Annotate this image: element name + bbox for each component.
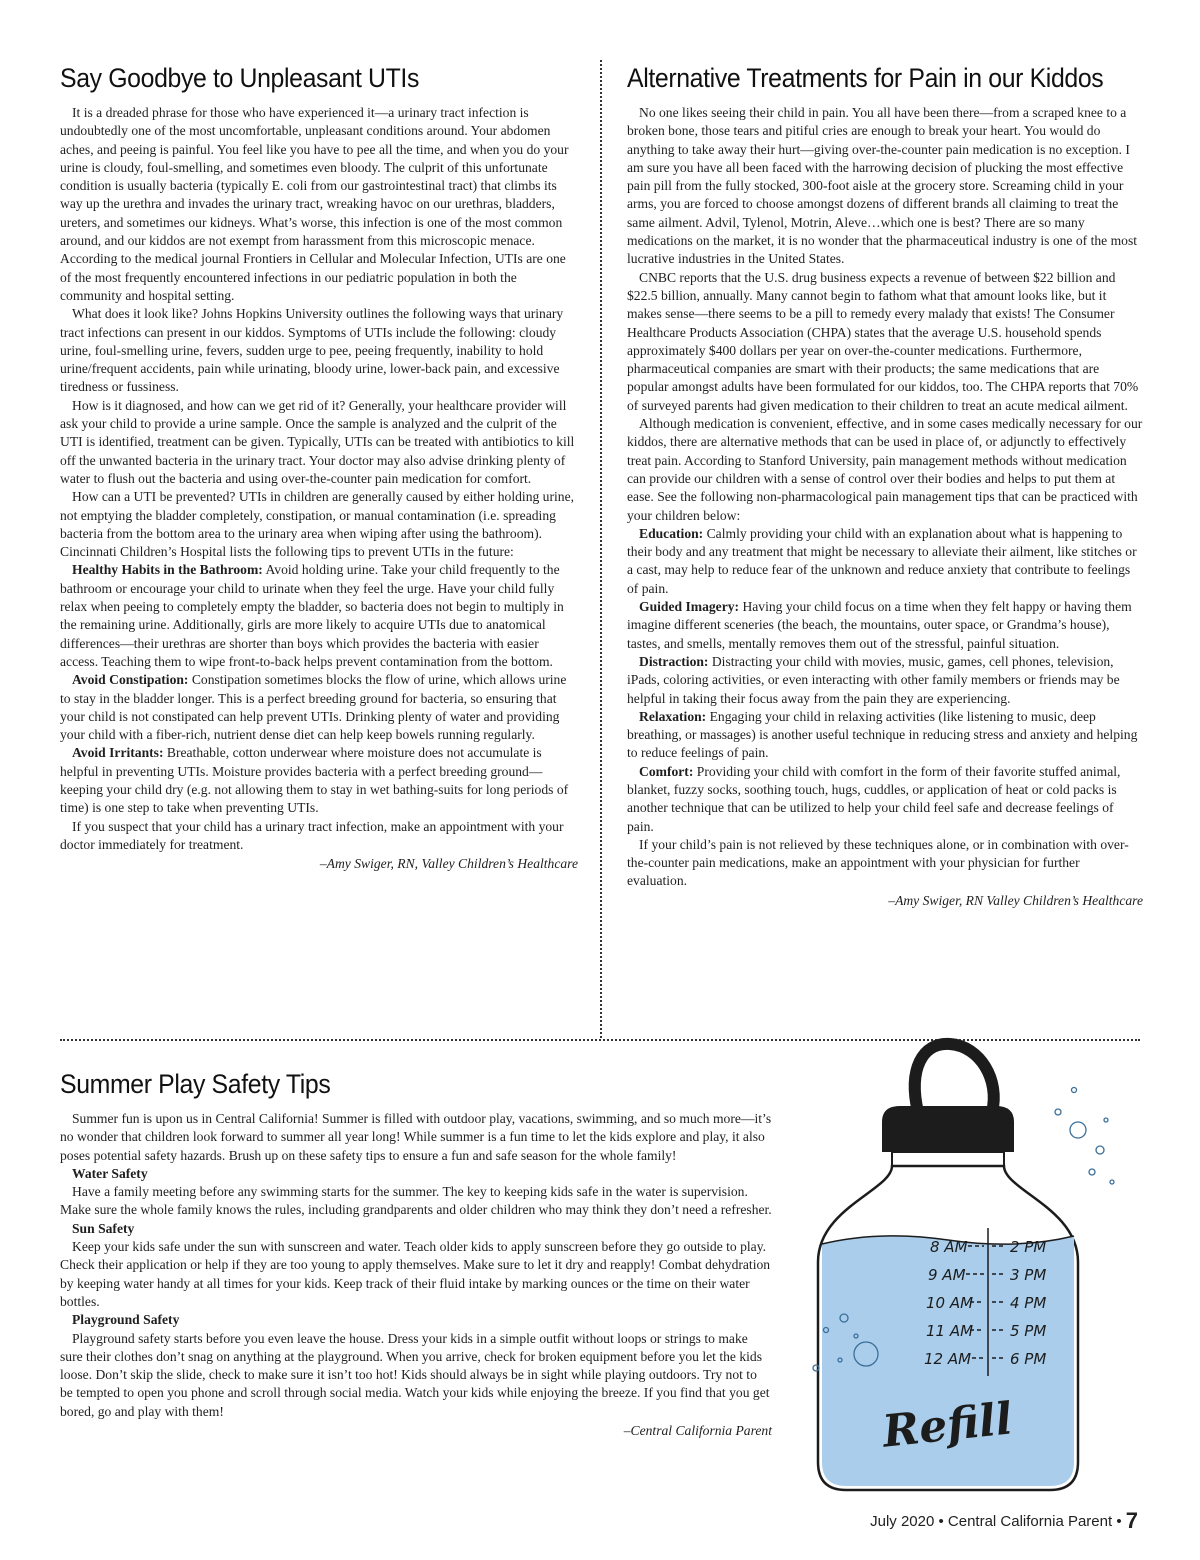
section-heading: Playground Safety <box>72 1312 180 1328</box>
article-title: Alternative Treatments for Pain in our Kiddos <box>627 63 1104 93</box>
tip-paragraph <box>60 744 578 817</box>
page-footer <box>870 1508 1138 1534</box>
bottle-cap <box>882 1106 1014 1152</box>
page-number: 7 <box>1125 1508 1138 1533</box>
time-mark-right: 2 PM <box>1010 1238 1047 1256</box>
tip-text: Breathable, cotton underwear where moisture does not accumulate is helpful in preventing UTIs. Moisture provides bacteria with a perfect breeding ground—keeping your child dry (e.g. not allowing them to stay in wet bathing-suits for long periods of time) is one step to take when preventing UTIs. <box>60 745 569 816</box>
time-mark-left: 11 AM <box>926 1322 974 1340</box>
section-heading: Sun Safety <box>72 1220 135 1236</box>
paragraph: How can a UTI be prevented? UTIs in children are generally caused by either holding urine, not emptying the bladder completely, constipation, or manual contamination (i.e. spreading bacteria from the bottom area to the urinary area when wiping after using the bathroom). Cincinnati Children’s Hospital lists the following tips to prevent UTIs in the future: <box>60 489 575 560</box>
author-credit: –Central California Parent <box>623 1423 772 1439</box>
tip-text: Providing your child with comfort in the form of their favorite stuffed animal, blanket, fuzzy socks, soothing touch, hugs, cuddles, or application of heat or cold packs is another technique that can be utilized to help your child feel safe and decrease feelings of pain. <box>627 763 1121 834</box>
paragraph: Have a family meeting before any swimming starts for the summer. The key to keeping kids safe in the water is supervision. Make sure the whole family knows the rules, including grandparents and older children who may think they don’t need a refresher. <box>60 1184 772 1218</box>
paragraph: Playground safety starts before you even leave the house. Dress your kids in a simple outfit without loops or strings to make sure their clothes don’t snag on anything at the playground. When you arrive, check for broken equipment before you let the kids loose. Don’t skip the slide, check to make sure it isn’t too hot! Kids should always be in sight while playing outdoors. Try not to be tempted to open you phone and scroll through social media. Watch your kids while enjoying the breeze. If you find that you get bored, go and play with them! <box>60 1330 770 1419</box>
tip-text: Engaging your child in relaxing activities (like listening to music, deep breathing, or massages) is another useful technique in reducing stress and anxiety and helping to reduce feelings of pain. <box>627 708 1138 761</box>
paragraph: Keep your kids safe under the sun with sunscreen and water. Teach older kids to apply sunscreen before they go outside to play. Check their application or help if they are too young to apply themselves. Make sure to let it dry and reapply! Combat dehydration by keeping water handy at all times for your kids. Keep track of their fluid intake by marking ounces or the time on their water bottles. <box>60 1239 771 1309</box>
author-credit: –Amy Swiger, RN Valley Children’s Healthcare <box>888 892 1143 908</box>
footer-text: July 2020 • Central California Parent • <box>870 1513 1122 1530</box>
time-mark-left: 9 AM <box>928 1266 966 1284</box>
paragraph: If you suspect that your child has a urinary tract infection, make an appointment with your doctor immediately for treatment. <box>60 818 564 852</box>
tip-paragraph <box>627 653 1143 708</box>
tip-label: Relaxation: <box>639 708 707 724</box>
article-summer <box>60 1068 772 1440</box>
time-mark-right: 5 PM <box>1010 1322 1047 1340</box>
paragraph: CNBC reports that the U.S. drug business expects a revenue of between $22 billion and $22.5 billion, annually. Many cannot begin to fathom what that amount looks like, but it makes sense—there seems to be a pill to remedy every malady that exists! The Consumer Healthcare Products Association (CHPA) states that the average U.S. household spends approximately $400 dollars per year on over-the-counter medications. Furthermore, pharmaceutical companies are smart with their products; the same medications that are popular amongst adults have been formulated for our kiddos, too. The CHPA reports that 70% of surveyed parents had given medication to their children to treat an acute medical ailment. <box>627 269 1139 413</box>
tip-label: Avoid Irritants: <box>72 745 164 761</box>
paragraph: No one likes seeing their child in pain. You all have been there—from a scraped knee to a broken bone, those tears and pitiful cries are enough to break your heart. You would do anything to take away their hurt—giving over-the-counter pain medication is no exception. I am sure you have all been faced with the harrowing decision of plucking the most effective pain pill from the fully stocked, 300-foot aisle at the grocery store. Screaming child in your arms, you are forced to choose amongst dozens of different brands all claiming to treat the same ailment. Advil, Tylenol, Motrin, Aleve…which one is best? There are so many medications on the market, it is no wonder that the pharmaceutical industry is one of the most lucrative industries in the United States. <box>627 105 1138 267</box>
bottle-neck <box>892 1152 1004 1166</box>
paragraph: How is it diagnosed, and how can we get rid of it? Generally, your healthcare provider will ask your child to provide a urine sample. Once the sample is analyzed and the culprit of the UTI is identified, treatment can be given. Typically, UTIs can be treated with antibiotics to kill off the unwanted bacteria in the urinary tract. Your doctor may also advise drinking plenty of water to flush out the bacteria and using over-the-counter pain medication for comfort. <box>60 397 575 486</box>
article-title: Say Goodbye to Unpleasant UTIs <box>60 63 420 93</box>
tip-label: Avoid Constipation: <box>72 672 189 688</box>
time-mark-left: 10 AM <box>926 1294 974 1312</box>
tip-paragraph <box>627 598 1143 653</box>
time-mark-left: 12 AM <box>924 1350 972 1368</box>
paragraph: It is a dreaded phrase for those who have experienced it—a urinary tract infection is undoubtedly one of the most uncomfortable, unpleasant conditions around. Your abdomen aches, and peeing is painful. You feel like you have to pee all the time, and when you do your urine is cloudy, foul-smelling, and sometimes even bloody. The culprit of this unfortunate condition is usually bacteria (typically E. coli from our gastrointestinal tract) that climbs its way up the urethra and invades the urinary tract, wreaking havoc on our urethras, bladders, ureters, and sometimes our kidneys. What’s worse, this infection is one of the most common around, and our kiddos are not exempt from harassment from this microscopic menace. According to the medical journal Frontiers in Cellular and Molecular Infection, UTIs are one of the most frequently encountered infections in our pediatric population in both the community and hospital setting. <box>60 105 569 303</box>
tip-label: Education: <box>639 525 704 541</box>
paragraph: What does it look like? Johns Hopkins University outlines the following ways that urinary tract infections can present in our kiddos. Symptoms of UTIs include the following: cloudy urine, foul-smelling urine, fevers, sudden urge to pee, peeing frequently, inability to hold urine/frequent accidents, pain while urinating, bloody urine, lower-back pain, and excessive tiredness or fussiness. <box>60 306 564 395</box>
tip-paragraph <box>60 671 578 744</box>
time-mark-right: 3 PM <box>1010 1266 1047 1284</box>
tip-label: Distraction: <box>639 653 709 669</box>
tip-label: Comfort: <box>639 763 694 779</box>
tip-paragraph <box>627 525 1143 598</box>
section-heading: Water Safety <box>72 1165 148 1181</box>
author-credit: –Amy Swiger, RN, Valley Children’s Healthcare <box>319 856 578 872</box>
tip-paragraph <box>627 708 1143 763</box>
column-divider <box>600 60 602 1038</box>
time-mark-right: 4 PM <box>1010 1294 1047 1312</box>
paragraph: If your child’s pain is not relieved by these techniques alone, or in combination with over-the-counter pain medications, make an appointment with your physician for further evaluation. <box>627 836 1129 889</box>
article-title: Summer Play Safety Tips <box>60 1069 331 1099</box>
time-mark-left: 8 AM <box>930 1238 968 1256</box>
tip-text: Distracting your child with movies, music, games, cell phones, television, iPads, coloring activities, or even interacting with other family members or friends may be helpful in taking their focus away from the pain they are experiencing. <box>627 653 1120 706</box>
tip-paragraph <box>627 763 1143 836</box>
paragraph: Summer fun is upon us in Central California! Summer is filled with outdoor play, vacations, swimming, and so much more—it’s no wonder that children look forward to summer all year long! While summer is a fun time to let the kids explore and play, it also poses potential safety hazards. Brush up on these safety tips to ensure a fun and safe season for the whole family! <box>60 1111 772 1163</box>
water-bottle-illustration <box>800 1030 1130 1500</box>
tip-text: Avoid holding urine. Take your child frequently to the bathroom or encourage your child to urinate when they feel the urge. Have your child fully relax when peeing to completely empty the bladder, so bacteria does not begin to multiply in the remaining urine. Additionally, girls are more likely to acquire UTIs due to anatomical differences—their urethras are shorter than boys which provides the bacteria with easier access. Teaching them to wipe front-to-back helps prevent contamination from the bottom. <box>60 562 564 669</box>
tip-label: Guided Imagery: <box>639 599 740 615</box>
tip-paragraph <box>60 561 578 671</box>
paragraph: Although medication is convenient, effective, and in some cases medically necessary for our kiddos, there are alternative methods that can be used in place of, or adjunctly to effectively treat pain. According to Stanford University, pain management methods without medication can provide our children with a sense of control over their bodies and helps to put them at ease. See the following non-pharmacological pain management tips that can be practiced with your children below: <box>627 416 1143 523</box>
article-uti <box>60 62 578 873</box>
tip-text: Calmly providing your child with an explanation about what is happening to their body and any treatment that might be necessary to alleviate their ailment, like stitches or a cast, may help to reduce fear of the unknown and reduce anxiety that contribute to feelings of pain. <box>627 525 1137 596</box>
article-pain <box>627 62 1143 910</box>
tip-label: Healthy Habits in the Bathroom: <box>72 562 263 578</box>
tip-text: Having your child focus on a time when they felt happy or having them imagine different sceneries (the beach, the mountains, outer space, or Grandma’s house), tastes, and smells, mentally removes them out of the stressful, painful situation. <box>627 599 1132 651</box>
time-mark-right: 6 PM <box>1010 1350 1047 1368</box>
tip-text: Constipation sometimes blocks the flow of urine, which allows urine to stay in the bladder longer. This is a perfect breeding ground for bacteria, so ensuring that your child is not constipated can help prevent UTIs. Drinking plenty of water and providing your child with a fiber-rich, nutrient dense diet can help keep bowels running regularly. <box>60 672 567 743</box>
refill-label: Refill <box>880 1393 1015 1458</box>
bottle-strap <box>915 1044 994 1112</box>
